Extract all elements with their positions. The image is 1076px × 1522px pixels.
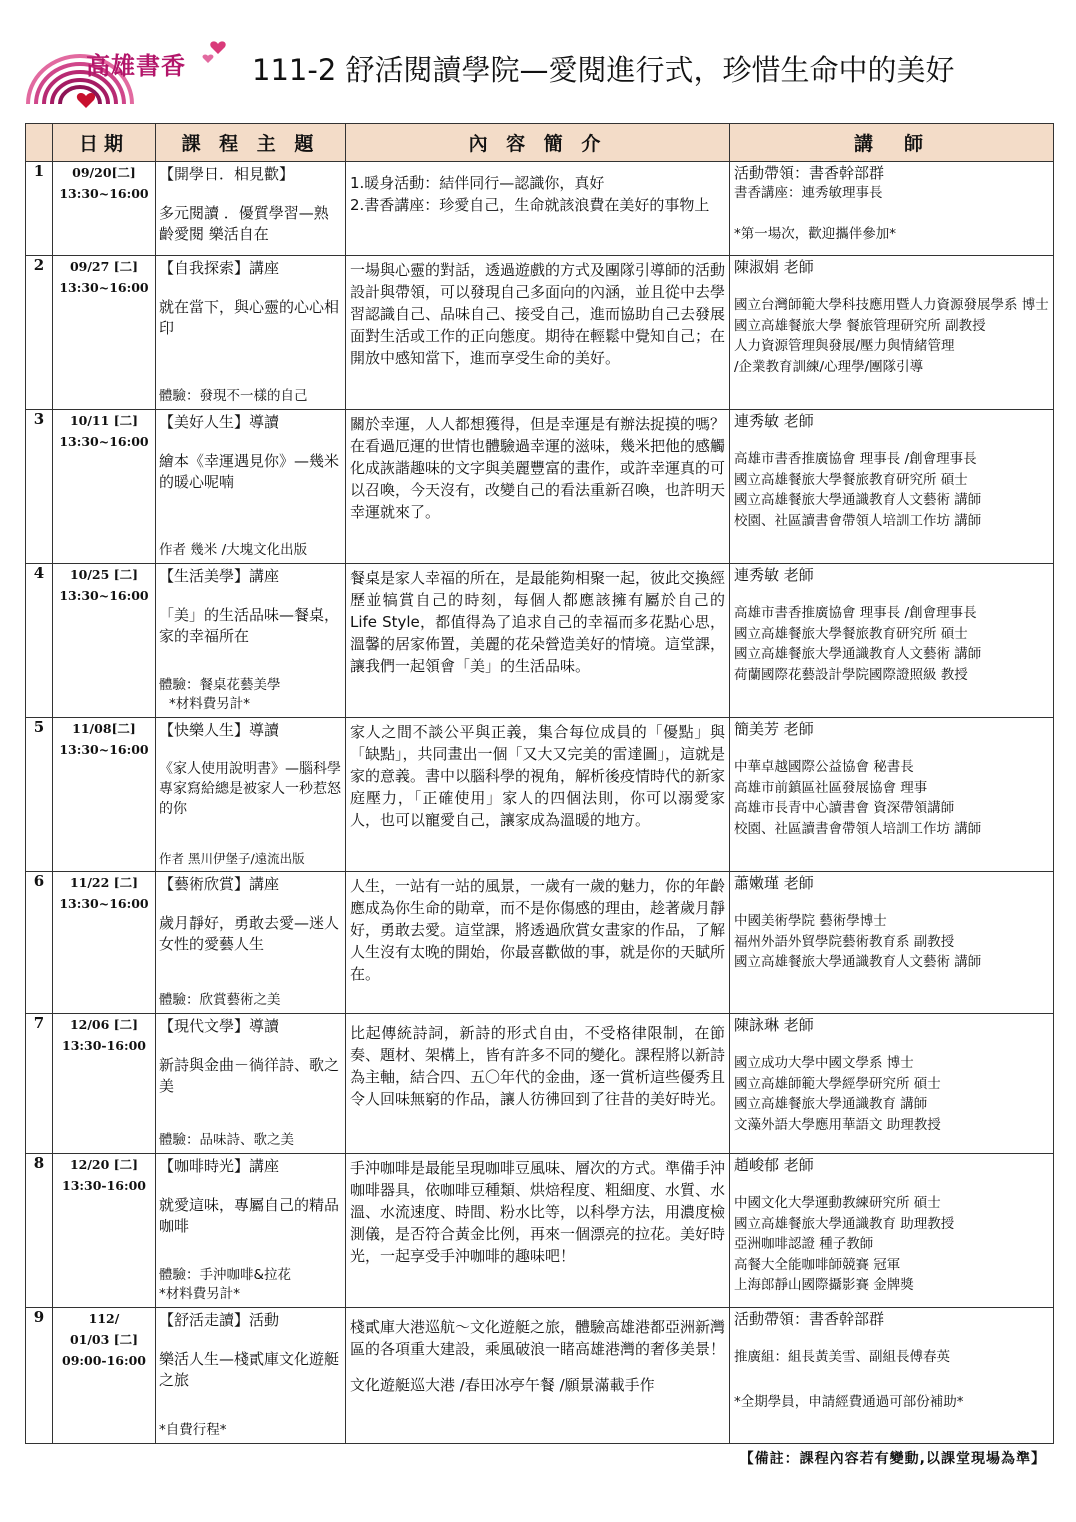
row-topic (156, 564, 346, 718)
topic-category: 【生活美學】講座 (159, 567, 280, 585)
row-date: 09/20[二] 13:30~16:00 (53, 162, 156, 256)
topic-title: 繪本《幸運遇見你》—幾米的暖心呢喃 (159, 452, 340, 491)
row-number: 7 (26, 1014, 53, 1154)
row-number: 6 (26, 872, 53, 1014)
row-date: 12/06 [二] 13:30-16:00 (53, 1014, 156, 1154)
page-header (0, 0, 1076, 118)
row-description: 比起傳統詩詞，新詩的形式自由，不受格律限制，在節奏、題材、架構上，皆有許多不同的變化。課程將以新詩為主軸，結合四、五〇年代的金曲，逐一賞析這些優秀且令人回味無窮的作品，讓人彷彿回到了往昔的美好時光。 (346, 1014, 730, 1154)
row-description: 人生，一站有一站的風景，一歲有一歲的魅力，你的年齡應成為你生命的勛章，而不是你傷感的理由，趁著歲月靜好，勇敢去愛。這堂課，將透過欣賞女畫家的作品，了解人生沒有太晚的開始，你最喜歡做的事，就是你的天賦所在。 (346, 872, 730, 1014)
row-number: 8 (26, 1154, 53, 1308)
row-lecturer: 簡美芳 老師 中華卓越國際公益協會 秘書長 高雄市前鎮區社區發展協會 理事 高雄市長青中心讀書會 資深帶領講師 校園、社區讀書會帶領人培訓工作坊 講師 (730, 718, 1054, 872)
topic-title: 就在當下，與心靈的心心相印 (159, 298, 340, 337)
topic-title: 新詩與金曲－徜徉詩、歌之美 (159, 1056, 340, 1095)
table-row (26, 256, 1054, 410)
row-topic (156, 718, 346, 872)
topic-footnote: 體驗：品味詩、歌之美 (159, 1132, 294, 1148)
row-topic (156, 410, 346, 564)
page-title: 111-2 舒活閱讀學院—愛閱進行式，珍惜生命中的美好 (252, 53, 955, 87)
row-description: 1.暖身活動：結伴同行—認識你，真好 2.書香講座：珍愛自己，生命就該浪費在美好的事物上 (346, 162, 730, 256)
lecturer-name: 連秀敏 老師 (734, 412, 814, 430)
topic-footnote: 體驗：發現不一樣的自己 (159, 388, 308, 404)
row-number: 3 (26, 410, 53, 564)
row-number: 5 (26, 718, 53, 872)
row-topic (156, 162, 346, 256)
topic-category: 【美好人生】導讀 (159, 413, 280, 431)
row-lecturer: 活動帶領：書香幹部群 推廣組：組長黃美雪、副組長傅春英 *全期學員，申請經費通過可部份補助* (730, 1308, 1054, 1444)
header-topic: 課 程 主 題 (156, 124, 346, 162)
topic-title: 「美」的生活品味—餐桌，家的幸福所在 (159, 606, 340, 645)
row-date: 09/27 [二] 13:30~16:00 (53, 256, 156, 410)
row-number: 1 (26, 162, 53, 256)
row-description: 餐桌是家人幸福的所在，是最能夠相聚一起，彼此交換經歷並犒賞自己的時刻，每個人都應該擁有屬於自己的 Life Style，都值得為了追求自己的幸福而多花點心思，溫馨的居家佈置，美麗的花朵營造美好的情境。這堂課，讓我們一起領會「美」的生活品味。 (346, 564, 730, 718)
lecturer-name: 蕭嫩瑾 老師 (734, 874, 814, 892)
row-date: 12/20 [二] 13:30-16:00 (53, 1154, 156, 1308)
topic-title: 多元閱讀 ．優質學習—熟齡愛閱 樂活自在 (159, 204, 329, 243)
row-description: 棧貳庫大港巡航～文化遊艇之旅，體驗高雄港都亞洲新灣區的各項重大建設，乘風破浪一睹高雄港灣的奢侈美景！ 文化遊艇巡大港 /春田冰亭午餐 /願景滿載手作 (346, 1308, 730, 1444)
row-topic (156, 1014, 346, 1154)
row-description: 一場與心靈的對話，透過遊戲的方式及團隊引導師的活動設計與帶領，可以發現自己多面向的內涵，並且從中去學習認識自己、品味自己、接受自己，進而協助自己去發展面對生活或工作的正向態度。期待在輕鬆中覺知自己；在開放中感知當下，進而享受生命的美好。 (346, 256, 730, 410)
topic-footnote: 體驗：餐桌花藝美學 *材料費另計* (159, 677, 281, 712)
row-date: 11/22 [二] 13:30~16:00 (53, 872, 156, 1014)
topic-category: 【咖啡時光】講座 (159, 1157, 280, 1175)
row-number: 2 (26, 256, 53, 410)
topic-category: 【開學日．相見歡】 (159, 165, 295, 183)
footer-note: 【備註：課程內容若有變動,以課堂現場為準】 (739, 1451, 1046, 1467)
header-lecturer: 講 師 (730, 124, 1054, 162)
lecturer-name: 簡美芳 老師 (734, 720, 814, 738)
topic-category: 【藝術欣賞】講座 (159, 875, 280, 893)
row-description: 手沖咖啡是最能呈現咖啡豆風味、層次的方式。準備手沖咖啡器具，依咖啡豆種類、烘焙程度、粗細度、水質、水溫、水流速度、時間、粉水比等，以科學方法，用濃度檢測儀，是否符合黃金比例，再來一個漂亮的拉花。美好時光，一起享受手沖咖啡的趣味吧！ (346, 1154, 730, 1308)
topic-footnote: 作者 黑川伊堡子/遠流出版 (159, 851, 305, 866)
topic-footnote: 體驗：欣賞藝術之美 (159, 992, 281, 1008)
row-topic (156, 1308, 346, 1444)
row-topic (156, 1154, 346, 1308)
lecturer-name: 連秀敏 老師 (734, 566, 814, 584)
lecturer-name: 陳詠琳 老師 (734, 1016, 814, 1034)
table-row (26, 872, 1054, 1014)
topic-footnote: 作者 幾米 /大塊文化出版 (159, 542, 308, 558)
course-schedule-table (25, 123, 1054, 1444)
row-lecturer: 蕭嫩瑾 老師 中國美術學院 藝術學博士 福州外語外貿學院藝術教育系 副教授 國立高雄餐旅大學通識教育人文藝術 講師 (730, 872, 1054, 1014)
table-row (26, 410, 1054, 564)
row-date: 11/08[二] 13:30~16:00 (53, 718, 156, 872)
row-description: 家人之間不談公平與正義，集合每位成員的「優點」與「缺點」，共同畫出一個「又大又完美的雷達圖」，這就是家的意義。書中以腦科學的視角，解析後疫情時代的新家庭壓力，「正確使用」家人的四個法則，你可以溺愛家人，也可以寵愛自己，讓家成為溫暖的地方。 (346, 718, 730, 872)
header-num (26, 124, 53, 162)
topic-title: 歲月靜好，勇敢去愛—迷人女性的愛藝人生 (159, 914, 340, 953)
table-row (26, 718, 1054, 872)
topic-category: 【自我探索】講座 (159, 259, 280, 277)
topic-category: 【快樂人生】導讀 (159, 721, 280, 739)
row-lecturer: 趙峻郁 老師 中國文化大學運動教練研究所 碩士 國立高雄餐旅大學通識教育 助理教授 亞洲咖啡認證 種子教師 高餐大全能咖啡師競賽 冠軍 上海郎靜山國際攝影賽 金牌獎 (730, 1154, 1054, 1308)
row-date: 10/11 [二] 13:30~16:00 (53, 410, 156, 564)
row-lecturer: 連秀敏 老師 高雄市書香推廣協會 理事長 /創會理事長 國立高雄餐旅大學餐旅教育研究所 碩士 國立高雄餐旅大學通識教育人文藝術 講師 荷蘭國際花藝設計學院國際證照級 教授 (730, 564, 1054, 718)
topic-category: 【舒活走讀】活動 (159, 1311, 280, 1329)
topic-title: 就愛這味，專屬自己的精品咖啡 (159, 1196, 340, 1235)
table-row (26, 1308, 1054, 1444)
row-lecturer: 陳淑娟 老師 國立台灣師範大學科技應用暨人力資源發展學系 博士 國立高雄餐旅大學 餐旅管理研究所 副教授 人力資源管理與發展/壓力與情緒管理 /企業教育訓練/心理學/團隊引導 (730, 256, 1054, 410)
topic-category: 【現代文學】導讀 (159, 1017, 280, 1035)
row-topic (156, 256, 346, 410)
table-row (26, 1154, 1054, 1308)
row-lecturer: 連秀敏 老師 高雄市書香推廣協會 理事長 /創會理事長 國立高雄餐旅大學餐旅教育研究所 碩士 國立高雄餐旅大學通識教育人文藝術 講師 校園、社區讀書會帶領人培訓工作坊 講師 (730, 410, 1054, 564)
table-row (26, 162, 1054, 256)
lecturer-name: 趙峻郁 老師 (734, 1156, 814, 1174)
row-topic (156, 872, 346, 1014)
header-date: 日期 (53, 124, 156, 162)
table-row (26, 1014, 1054, 1154)
row-description: 關於幸運，人人都想獲得，但是幸運是有辦法捉摸的嗎？在看過厄運的世情也體驗過幸運的滋味，幾米把他的感觸化成詼諧趣味的文字與美麗豐富的畫作，或許幸運真的可以召喚，今天沒有，改變自己的看法重新召喚，也許明天幸運就來了。 (346, 410, 730, 564)
topic-footnote: 體驗：手沖咖啡&拉花 *材料費另計* (159, 1267, 292, 1302)
row-date: 10/25 [二] 13:30~16:00 (53, 564, 156, 718)
topic-title: 《家人使用說明書》—腦科學專家寫給總是被家人一秒惹怒的你 (159, 761, 341, 817)
topic-footnote: *自費行程* (159, 1422, 227, 1438)
row-number: 9 (26, 1308, 53, 1444)
header-description: 內 容 簡 介 (346, 124, 730, 162)
lecturer-name: 活動帶領：書香幹部群 (734, 1310, 885, 1328)
lecturer-name: 活動帶領：書香幹部群 (734, 164, 885, 182)
row-date: 112/ 01/03 [二] 09:00-16:00 (53, 1308, 156, 1444)
table-header-row (26, 124, 1054, 162)
row-lecturer: 陳詠琳 老師 國立成功大學中國文學系 博士 國立高雄師範大學經學研究所 碩士 國立高雄餐旅大學通識教育 講師 文藻外語大學應用華語文 助理教授 (730, 1014, 1054, 1154)
row-number: 4 (26, 564, 53, 718)
lecturer-name: 陳淑娟 老師 (734, 258, 814, 276)
table-row (26, 564, 1054, 718)
topic-title: 樂活人生—棧貳庫文化遊艇之旅 (159, 1350, 340, 1389)
logo-text: 高雄書香 (86, 52, 186, 80)
row-lecturer: 活動帶領：書香幹部群 書香講座：連秀敏理事長 *第一場次，歡迎攜伴參加* (730, 162, 1054, 256)
